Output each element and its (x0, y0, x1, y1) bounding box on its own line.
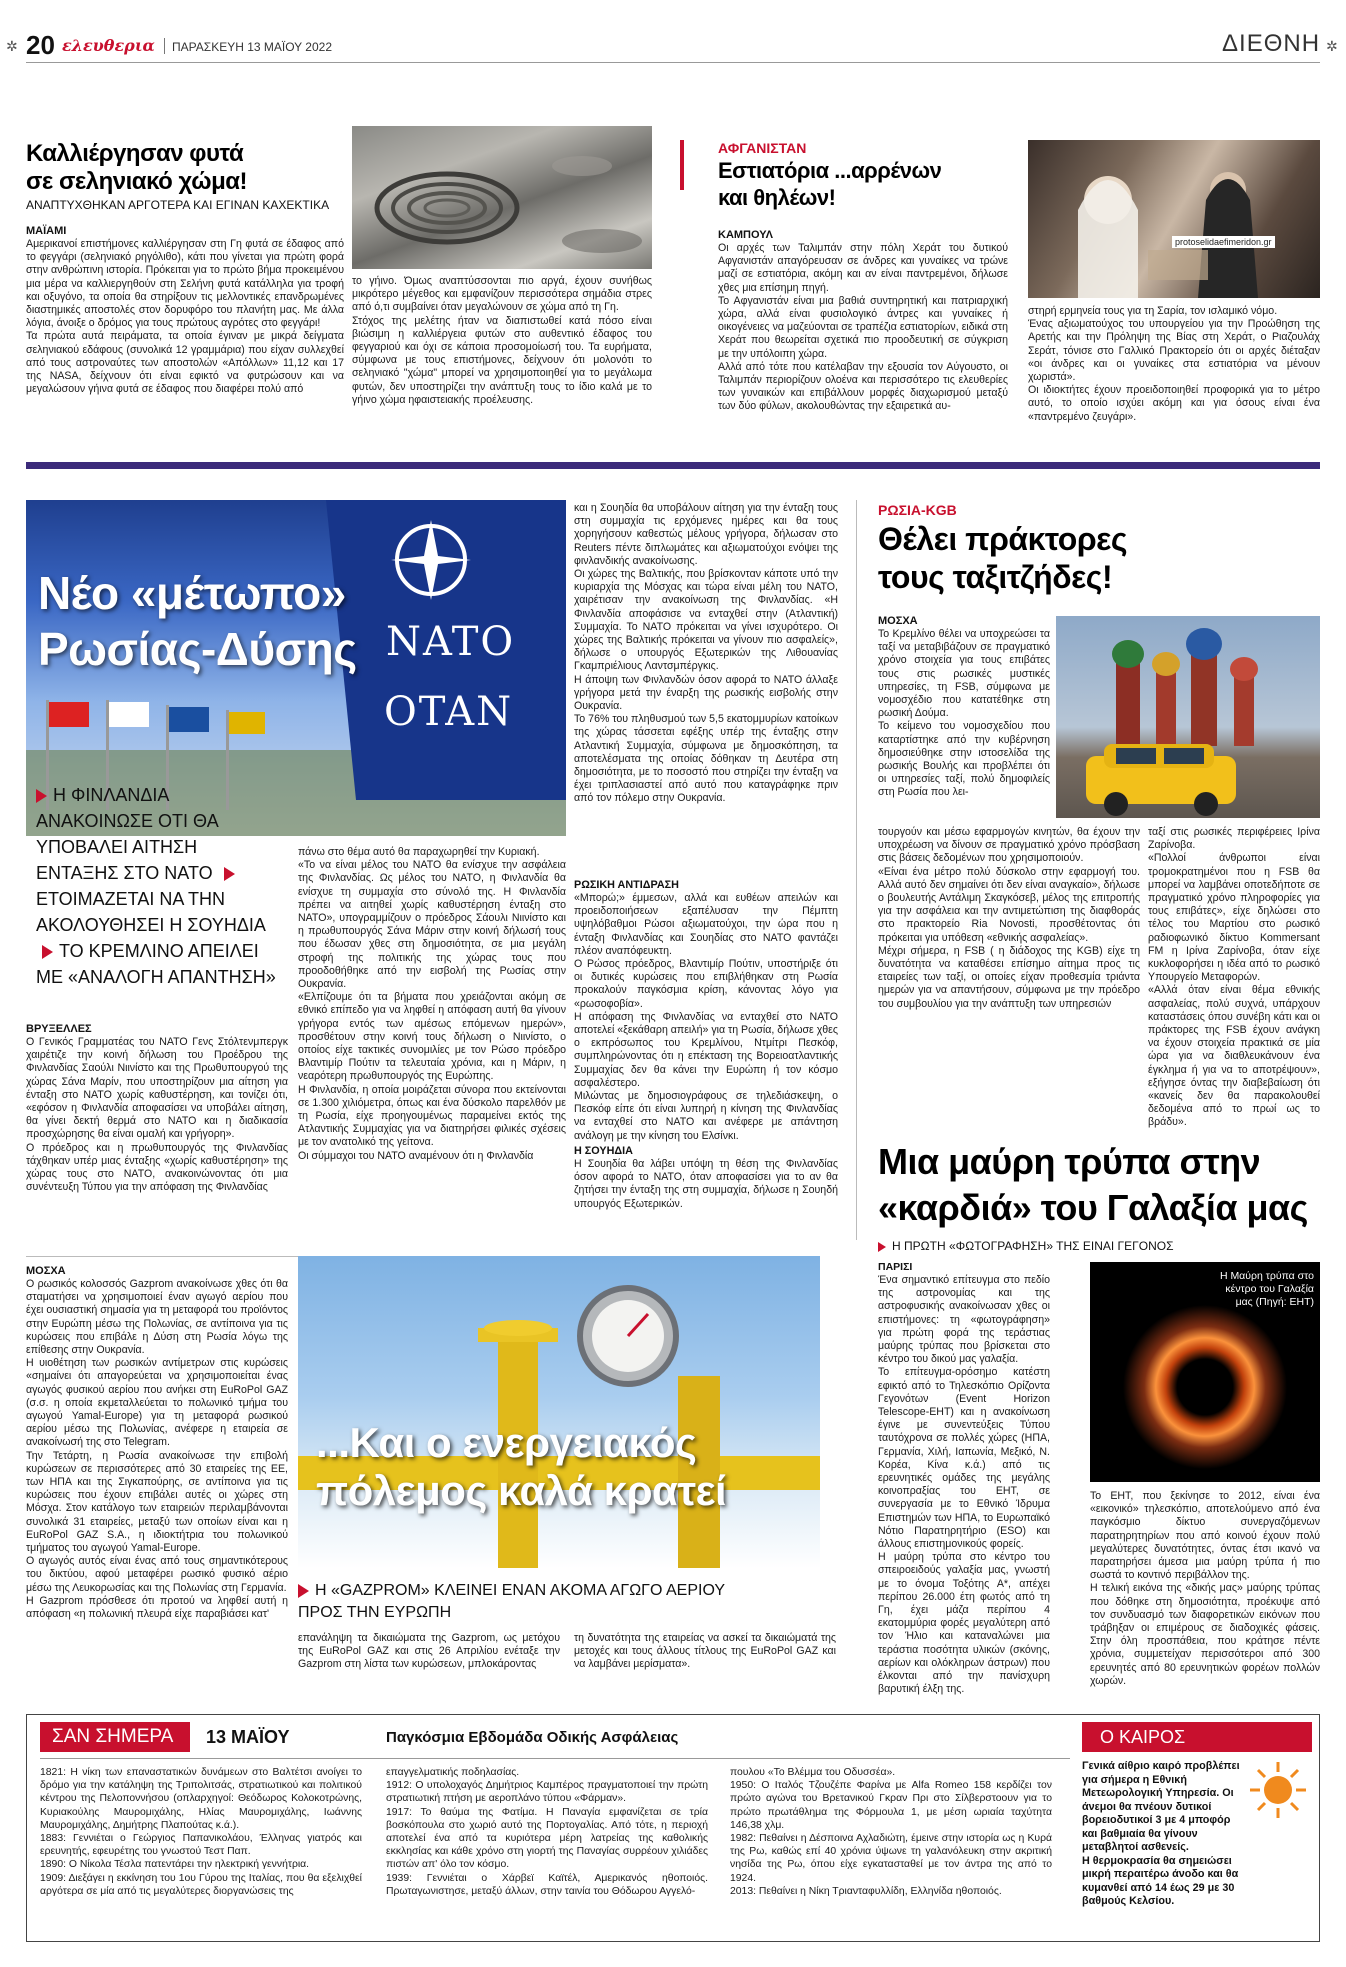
san-simera-date: 13 ΜΑΪΟΥ (206, 1727, 290, 1747)
nato-body-col3b: «Μπορώ;» έμμεσων, αλλά και ευθέων απειλών και προειδοποιήσεων εξαπέλυσαν την Πέμπτη υψηλόβαθμοι Ρώσοι αξιωματούχοι, την ώρα που η ένταξη Φινλανδίας και Σουηδίας στο ΝΑΤΟ φαντάζει πλέον αναπόφευκτη. Ο Ρώσος πρόεδρος, Βλαντιμίρ Πούτιν, υποστήριξε ότι οι δυτικές κυρώσεις που επιβλήθηκαν στη Ρωσία προκαλούν παγκόσμια κρίση, κάνοντας λόγο για «ρωσοφοβία». Η απόφαση της Φινλανδίας να ενταχθεί στο ΝΑΤΟ αποτελεί «ξεκάθαρη απειλή» για τη Ρωσία, δήλωσε χθες ο εκπρόσωπος του Κρεμλίνου, Ντμίτρι Πεσκόφ, συμπληρώνοντας ότι η επέκταση της Βορειοατλαντικής Συμμαχίας δεν θα κάνει την Ευρώπη ή τον κόσμο ασφαλέστερο. Μιλώντας με δημοσιογράφους σε τηλεδιάσκεψη, ο Πεσκόφ είπε ότι είναι λυπηρή η κίνηση της Φινλανδίας να ενταχθεί στο ΝΑΤΟ και ανέφερε με απάντηση ανάλογη με την κίνηση του Ελσίνκι. (574, 892, 838, 1142)
blackhole-photo (1090, 1262, 1320, 1482)
weather-label: Ο ΚΑΙΡΟΣ (1100, 1727, 1186, 1747)
gas-bullet-text: Η «GAZPROM» ΚΛΕΙΝΕΙ ΕΝΑΝ ΑΚΟΜΑ ΑΓΩΓΟ ΑΕΡΙΟΥ ΠΡΟΣ ΤΗΝ ΕΥΡΩΠΗ (298, 1582, 725, 1621)
blackhole-bullet-text: Η ΠΡΩΤΗ «ΦΩΤΟΓΡΑΦΗΣΗ» ΤΗΣ ΕΙΝΑΙ ΓΕΓΟΝΟΣ (892, 1239, 1174, 1253)
nato-subhead-russia: ΡΩΣΙΚΗ ΑΝΤΙΔΡΑΣΗ (574, 879, 679, 891)
week-title: Παγκόσμια Εβδομάδα Οδικής Ασφάλειας (386, 1729, 679, 1746)
page-header (0, 0, 1346, 70)
nato-body-col2: πάνω στο θέμα αυτό θα παραχωρηθεί την Κυριακή. «Το να είναι μέλος του ΝΑΤΟ θα ενίσχυε την ασφάλεια της Φινλανδίας. Ως μέλος του ΝΑΤΟ, η Φινλανδία θα ενίσχυε τη συμμαχία στο σύνολό της. Η Φινλανδία πρέπει να αιτηθεί χωρίς καθυστέρηση ένταξη στο ΝΑΤΟ», υπογραμμίζουν ο πρόεδρος Σάουλι Νιινίστο και η πρωθυπουργός Σάνα Μάριν στην κοινή δήλωσή τους που έδωσαν χθες στη δημοσιότητα, σε μια μεγάλη στροφή της πολιτικής της χώρας τους που προοδοθήθηκε από την εισβολή της Ρωσίας στην Ουκρανία. «Ελπίζουμε ότι τα βήματα που χρειάζονται ακόμη σε εθνικό επίπεδο για να ληφθεί η απόφαση αυτή θα γίνουν γρήγορα εντός των αμέσως επόμενων ημερών», προσθέτουν στην κοινή τους δήλωση ο Νιινίστο, ο οποίος είχε τακτικές συνομιλίες με τον Ρώσο πρόεδρο Βλαντιμίρ Πούτιν τα τελευταία χρόνια, και η Μάριν, η νεαρότερη πρωθυπουργός της Ευρώπης. Η Φινλανδία, η οποία μοιράζεται σύνορα που εκτείνονται σε 1.300 χιλιόμετρα, όπως και ένα δύσκολο παρελθόν με τη Ρωσία, είχε προηγουμένως παραμείνει εκτός της Ατλαντικής Συμμαχίας για να διατηρήσει φιλικές σχέσεις με τον ανατολικό της γείτονα. Οι σύμμαχοι του ΝΑΤΟ αναμένουν ότι η Φινλανδία (298, 846, 566, 1162)
nato-col3 (574, 502, 838, 1248)
gas-title-line1: ...Και ο ενεργειακός (316, 1419, 697, 1466)
bullet-arrow-icon (224, 867, 235, 881)
kgb-title-line1: Θέλει πράκτορες (878, 521, 1127, 557)
gas-title-line2: πόλεμος καλά κρατεί (316, 1467, 727, 1514)
afghan-body-col1: Οι αρχές των Ταλιμπάν στην πόλη Χεράτ του δυτικού Αφγανιστάν απαγόρευσαν σε άνδρες και γυναίκες να τρώνε μαζί σε εστιατόρια, ακόμη και αν είναι παντρεμένοι, δήλωσε χθες μια επίσημη πηγή. Το Αφγανιστάν είναι μια βαθιά συντηρητική και πατριαρχική χώρα, αλλά είναι φυσιολογικό άντρες και γυναίκες ή οικογένειες να μαζεύονται σε τραπέζια εστιατορίων, ειδικά στη Χεράτ που θεωρείται σχετικά πιο προοδευτική σε σύγκριση με την υπόλοιπη χώρα. Αλλά από τότε που κατέλαβαν την εξουσία τον Αύγουστο, οι Ταλιμπάν περιορίζουν ολοένα και περισσότερο τις ελευθερίες των γυναικών και επιβάλλουν μορφές διαχωρισμού μεταξύ των δύο φύλων, ακολουθώντας την εξαιρετικά αυ- (718, 242, 1008, 413)
bullet-arrow-icon (878, 1242, 886, 1252)
afghan-kicker: ΑΦΓΑΝΙΣΤΑΝ (718, 140, 807, 156)
kgb-kicker: ΡΩΣΙΑ-KGB (878, 502, 957, 518)
nato-vertical-rule (856, 500, 857, 1240)
star-icon: ✲ (1326, 38, 1338, 54)
gas-body-col2: επανάληψη τα δικαιώματα της Gazprom, ως μετόχου της EuRoPol GAZ και στις 26 Απριλίου ενέταξε την Gazprom στη λίστα των κυρώσεων, μπλοκάροντας (298, 1632, 560, 1671)
afghan-body-col2: στηρή ερμηνεία τους για τη Σαρία, τον ισλαμικό νόμο. Ένας αξιωματούχος του υπουργείου για την Προώθηση της Αρετής και την Πρόληψη της Βίας στη Χεράτ, ο Ριαζουλάχ Σεράτ, τόνισε στο Γαλλικό Πρακτορείο ότι οι αρχές διέταξαν «οι άνδρες και οι γυναίκες στα εστιατόρια να μένουν χωριστά». Οι ιδιοκτήτες έχουν προειδοποιηθεί προφορικά για το μέτρο αυτό, το οποίο ισχύει ακόμη και για όσους είναι ένα «παντρεμένο ζευγάρι». (1028, 305, 1320, 423)
nato-title-line2: Ρωσίας-Δύσης (38, 623, 357, 675)
nato-bullets (36, 782, 284, 994)
blackhole-title-line1: Μια μαύρη τρύπα στην (878, 1141, 1261, 1182)
nato-title-line1: Νέο «μέτωπο» (38, 567, 346, 619)
bullet-arrow-icon (298, 1584, 309, 1598)
moon-title-line1: Καλλιέργησαν φυτά (26, 140, 244, 167)
nato-dateline: ΒΡΥΞΕΛΛΕΣ (26, 1023, 92, 1035)
newspaper-logo: ελευθερια (62, 36, 155, 55)
san-simera-label: ΣΑΝ ΣΗΜΕΡΑ (52, 1726, 174, 1747)
header-rule (26, 62, 1320, 63)
bottom-rule (40, 1758, 1070, 1759)
moon-body-col2: το γήινο. Όμως αναπτύσσονται πιο αργά, έχουν συνήθως μικρότερο μέγεθος και εμφανίζουν περισσότερα σημάδια στρες από ό,τι συμβαίνει όταν μεγαλώνουν σε χώμα από τη Γη. Στόχος της μελέτης ήταν να διαπιστωθεί κατά πόσο είναι βιώσιμη η καλλιέργεια φυτών στο αυθεντικό έδαφος του φεγγαριού και όχι σε κάποια προσομοίωσή του. Τα ευρήματα, σύμφωνα με τους επιστήμονες, δείχνουν ότι μολονότι το σεληνιακό "χώμα" μπορεί να χρησιμοποιηθεί για το μεγάλωμα φυτών, δεν υποστηρίζει την ανάπτυξη τους το ίδιο καλά με το γήινο χώμα ηφαιστειακής προέλευσης. (352, 275, 652, 406)
kgb-body-col1a: Το Κρεμλίνο θέλει να υποχρεώσει τα ταξί να μεταβιβάζουν σε πραγματικό χρόνο στοιχεία για τους επιβάτες τους στις ρωσικές μυστικές υπηρεσίες, τη FSB, σύμφωνα με νομοσχέδιο που κατατέθηκε στη ρωσική Δούμα. Το κείμενο του νομοσχεδίου που καταρτίστηκε από την κυβέρνηση δημοσιεύθηκε στην ιστοσελίδα της ρωσικής Βουλής και προβλέπει ότι οι υπηρεσίες ταξί, πολύ δημοφιλείς στη Ρωσία που λει- (878, 628, 1050, 799)
star-icon: ✲ (6, 38, 18, 54)
kgb-body-col1b: τουργούν και μέσω εφαρμογών κινητών, θα έχουν την υποχρέωση να δίνουν σε πραγματικό χρόνο πρόσβαση στις βάσεις δεδομένων που χρησιμοποιούν. «Είναι ένα μέτρο πολύ δύσκολο στην εφαρμογή του. Αλλά αυτό δεν σημαίνει ότι δεν είναι αναγκαίο», δήλωσε ο βουλευτής Αντάλιμη Σκαγκόσεβ, μέλος της επιτροπής για την ασφάλεια και την αντιμετώπιση της διαφθοράς στο πρακτορείο Ria Novosti, προσθέτοντας ότι πρόκειται για υπόθεση «εθνικής ασφαλείας». Μέχρι σήμερα, η FSB ( η διάδοχος της KGB) είχε τη δυνατότητα να καταθέσει επίσημο αίτημα προς τις εταιρείες των ταξί, οι οποίες είχαν προθεσμία τριάντα ημερών για να απαντήσουν, σύμφωνα με την πρόεδρο του συμβουλίου για την ανάπτυξη των υπηρεσιών (878, 826, 1140, 1010)
kgb-body-col2: ταξί στις ρωσικές περιφέρειες Ιρίνα Ζαρίνοβα. «Πολλοί άνθρωποι είναι τρομοκρατημένοι που η FSB θα μπορεί να λαμβάνει οποτεδήποτε σε πραγματικό χρόνο πληροφορίες για τους επιβάτες», είχε δηλώσει στο τέλος του Μαρτίου στο ρωσικό ραδιοφωνικό δίκτυο Kommersant FM η Ιρίνα Ζαρίνοβα, όταν είχε κυκλοφορήσει η ιδέα από το ρωσικό Υπουργείο Μεταφορών. «Αλλά όταν είναι θέμα εθνικής ασφαλείας, πολύ συχνά, υπάρχουν καταστάσεις όπου συνέβη κάτι και οι πράκτορες της FSB έχουν ανάγκη να έχουν στοιχεία πρακτικά σε μία ώρα για να διαθλευκάνουν ένα έγκλημα ή για να το αποτρέψουν», εξήγησε όντας την διαβεβαίωση ότι «κανείς δεν θα παρακολουθεί δεδομένα από το πρωί ως το βράδυ». (1148, 826, 1320, 1129)
section-divider (26, 462, 1320, 469)
moon-soil-photo (352, 126, 652, 269)
nato-bullet-1: Η ΦΙΝΛΑΝΔΙΑ ΑΝΑΚΟΙΝΩΣΕ ΟΤΙ ΘΑ ΥΠΟΒΑΛΕΙ ΑΙΤΗΣΗ ΕΝΤΑΞΗΣ ΣΤΟ ΝΑΤΟ (36, 785, 218, 883)
afghan-title-line1: Εστιατόρια ...αρρένων (718, 158, 942, 183)
photo-credit: protoselidaefimeridon.gr (1172, 236, 1275, 248)
kgb-title-line2: τους ταξιτζήδες! (878, 559, 1113, 595)
moon-body-col1: Αμερικανοί επιστήμονες καλλιέργησαν στη Γη φυτά σε έδαφος από το φεγγάρι (σεληνιακό ρηγόλιθο), κάτι που γίνεται για πρώτη φορά στην ανθρώπινη ιστορία. Πρόκειται για το πρώτο βήμα προκειμένου μια μέρα να καλλιεργηθούν στη Σελήνη φυτά κατάλληλα για τροφή και οξυγόνο, τα οποία θα στηρίξουν τις μελλοντικές επανδρωμένες διαστημικές αποστολές στον δορυφόρο του πλανήτη μας. Με άλλα λόγια, άνοιξε ο δρόμος για τους πρώτους αγρότες στο φεγγάρι! Τα πρώτα αυτά πειράματα, τα οποία έγιναν με μικρά δείγματα σεληνιακού εδάφους (συνολικά 12 γραμμάρια) που είχαν συλλεχθεί από τους αστροναύτες των αποστολών «Απόλλων» 11,12 και 17 της NASA, δείχνουν ότι είναι εφικτό να φυτρώσουν και να μεγαλώσουν γήινα φυτά σε έδαφος που διαφέρει πολύ από (26, 238, 344, 396)
gas-body-col3: τη δυνατότητα της εταιρείας να ασκεί τα δικαιώματά της μετοχές και τους άλλους τίτλους της EuRoPol GAZ και να λαμβάνει μερίσματα». (574, 1632, 836, 1671)
weather-text: Γενικά αίθριο καιρό προβλέπει για σήμερα η Εθνική Μετεωρολογική Υπηρεσία. Οι άνεμοι θα πνέουν δυτικοί βορειοδυτικοί 3 με 4 μποφόρ και βαθμιαία θα γίνουν μεταβλητοί ασθενείς. Η θερμοκρασία θα σημειώσει μικρή περαιτέρω άνοδο και θα κυμανθεί από 14 έως 29 με 30 βαθμούς Κελσίου. (1082, 1760, 1240, 1907)
issue-date: ΠΑΡΑΣΚΕΥΗ 13 ΜΑΪΟΥ 2022 (172, 40, 332, 54)
san-simera-col2: επαγγελματικής ποδηλασίας. 1912: Ο υπολοχαγός Δημήτριος Καμπέρος πραγματοποιεί την πρώτη στρατιωτική πτήση με αεροπλάνο τύπου «Φάρμαν». 1917: Το θαύμα της Φατίμα. Η Παναγία εμφανίζεται σε τρία βοσκόπουλα στο χωριό αυτό της Πορτογαλίας. Από τότε, η περιοχή αποτελεί ένα από τα κυριότερα μέρη λατρείας της καθολικής εκκλησίας και κάθε χρόνο στη γιορτή της Παναγίας συρρέουν χιλιάδες πιστών απ' όλο τον κόσμο. 1939: Γεννιέται ο Χάρβεϊ Καϊτέλ, Αμερικανός ηθοποιός. Πρωταγωνιστησε, μεταξύ άλλων, στην ταινία του Θόδωρου Αγγελό- (386, 1767, 708, 1897)
gas-bullet (298, 1580, 758, 1624)
moon-dateline: ΜΑΪΑΜΙ (26, 225, 67, 237)
nato-bullet-3: ΤΟ ΚΡΕΜΛΙΝΟ ΑΠΕΙΛΕΙ ΜΕ «ΑΝΑΛΟΓΗ ΑΠΑΝΤΗΣΗ» (36, 941, 276, 987)
nato-body-col1: Ο Γενικός Γραμματέας του ΝΑΤΟ Γενς Στόλτενμπεργκ χαιρέτιζε την κοινή δήλωση του Προέδρου της Φινλανδίας Σαούλι Νιινίστο και της Πρωθυπουργού της χώρας Σάνα Μαρίν, που υποστηρίζουν μια αίτηση για ένταξη στο ΝΑΤΟ χωρίς καθυστέρηση, και τονίζει ότι, «εφόσον η Φινλανδία αποφασίσει να υποβάλει αίτηση, θα γίνει δεκτή θερμά στο ΝΑΤΟ και η διαδικασία προσχώρησης θα είναι ομαλή και γρήγορη». Ο πρόεδρος και η πρωθυπουργός της Φινλανδίας τάχθηκαν υπέρ μιας ένταξης «χωρίς καθυστέρηση» της χώρας τους στο ΝΑΤΟ, ανακοινώνοντας ότι μια συνέντευξη Τύπου για την απόφαση της Φινλανδίας (26, 1036, 288, 1194)
blackhole-body-col2: Το EHT, που ξεκίνησε το 2012, είναι ένα «εικονικό» τηλεσκόπιο, αποτελούμενο από ένα παγκόσμιο δίκτυο συνεργαζόμενων παρατηρητηρίων που από κοινού έχουν πολύ μεγαλύτερες δυνατότητες, όντας έτσι ικανό να παρατηρήσει άμεσα μια μαύρη τρύπα ή πιο σωστά το κοντινό περιβάλλον της. Η τελική εικόνα της «δικής μας» μαύρης τρύπας που δόθηκε στη δημοσιότητα, προέκυψε από τον συνδυασμό των διαφορετικών εικόνων που τράβηξαν οι επιμέρους σε διαδοχικές φάσεις. Στην όλη προσπάθεια, που κράτησε πέντε χρόνια, συμμετείχαν περισσότεροι από 300 ερευνητές από 80 ερευνητικών φορέων πολλών χωρών. (1090, 1490, 1320, 1687)
page-number: 20 (26, 30, 55, 60)
blackhole-body-col1: Ένα σημαντικό επίτευγμα στο πεδίο της αστρονομίας και της αστροφυσικής ανακοίνωσαν χθες οι επιστήμονες: τη «φωτογράφηση» για πρώτη φορά της τεράστιας μαύρης τρύπας που βρίσκεται στο κέντρο του δικού μας γαλαξία. Το επίτευγμα-ορόσημο κατέστη εφικτό από το Τηλεσκόπιο Ορίζοντα Γεγονότων (Event Horizon Telescope-EHT) και η ανακοίνωση έγινε με συνεντεύξεις Τύπου ταυτόχρονα σε πολλές χώρες (ΗΠΑ, Γερμανία, Χιλή, Ιαπωνία, Μεξικό, Ν. Κορέα, Κίνα κ.ά.) από τις ερευνητικές ομάδες της μεγάλης κοινοπραξίας του EHT, σε συνεργασία με το Εθνικό Ίδρυμα Επιστημών των ΗΠΑ, το Ευρωπαϊκό Νότιο Παρατηρητήριο (ESO) και άλλους επιστημονικούς φορείς. Η μαύρη τρύπα στο κέντρο του σπειροειδούς γαλαξία μας, γνωστή με το όνομα Τοξότης Α*, απέχει περίπου 26.000 έτη φωτός από τη Γη, έχει μάζα περίπου 4 εκατομμύρια φορές μεγαλύτερη από τον Ήλιο και καταναλώνει μια τεράστια ποσότητα υλικών (σκόνης, αερίων και ολόκληρων άστρων) που έλκονται από την πανίσχυρη βαρυτική έλξη της. (878, 1274, 1050, 1696)
blackhole-dateline: ΠΑΡΙΣΙ (878, 1261, 913, 1273)
section-name: ΔΙΕΘΝΗ (1222, 30, 1321, 57)
header-divider (164, 38, 165, 54)
sun-icon (1248, 1760, 1308, 1820)
san-simera-col3: πουλου «Το Βλέμμα του Οδυσσέα». 1950: Ο Ιταλός Τζουζέπε Φαρίνα με Alfa Romeo 158 κερδίζει τον πρώτο αγώνα του Βρετανικού Γκραν Πρι στο Σίλβερστοουν για το πρώτο πρωτάθλημα της Φόρμουλα 1, με μέση ωριαία ταχύτητα 146,38 χλμ. 1982: Πεθαίνει η Δέσποινα Αχλαδιώτη, έμεινε στην ιστορία ως η Κυρά της Ρω, καθώς επί 40 χρόνια ύψωνε τη γαλανόλευκη στην ακριτική νησίδα της Ρω, όπου είχε εγκατασταθεί με τον άντρα της από το 1924. 2013: Πεθαίνει η Νίκη Τριανταφυλλίδη, Ελληνίδα ηθοποιός. (730, 1767, 1052, 1897)
blackhole-photo-caption: Η Μαύρη τρύπα στο κέντρο του Γαλαξία μας (Πηγή: EHT) (1219, 1270, 1314, 1308)
nato-flag-text: NATO (386, 619, 516, 665)
nato-body-col3: και η Σουηδία θα υποβάλουν αίτηση για την ένταξη τους στη συμμαχία τις ερχόμενες ημέρες και θα τους χορηγήσουν καθεστώς μέλους γρήγορα, δήλωσαν στο Reuters πέντε διπλωμάτες και αξιωματούχοι ενόψει της φινλανδικής ανακοίνωσης. Οι χώρες της Βαλτικής, που βρίσκονταν κάποτε υπό την κυριαρχία της Μόσχας και τώρα είναι μέλη του ΝΑΤΟ, χαιρέτισαν την ανακοίνωση της Φινλανδίας. «Η Φινλανδία αποφάσισε να ενταχθεί στην (Ατλαντική) Συμμαχία. Το ΝΑΤΟ πρόκειται να γίνει ισχυρότερο. Οι χώρες της Βαλτικής πρόκειται να γίνουν πιο ασφαλείς», δήλωσε ο υπουργός Εξωτερικών της Λιθουανίας Γκαμπριέλιους Λαντσμπέργκις. Η άποψη των Φινλανδών όσον αφορά το ΝΑΤΟ άλλαξε γρήγορα μετά την έναρξη της ρωσικής εισβολής στην Ουκρανία. Το 76% του πληθυσμού των 5,5 εκατομμυρίων κατοίκων της χώρας τάσσεται εφέξης υπέρ της ένταξης στην Ατλαντική Συμμαχία, σύμφωνα με δημοσκόπηση, τα αποτελέσματα της οποίας δόθηκαν τη Δευτέρα στη δημοσιότητα, με το ποσοστό που στηρίζει την ένταξη να έχει τριπλασιαστεί από αυτό που καταγράφηκε πριν από τον πόλεμο στην Ουκρανία. (574, 502, 838, 805)
gas-dateline: ΜΟΣΧΑ (26, 1265, 66, 1277)
afghan-restaurant-photo (1028, 140, 1320, 298)
bullet-arrow-icon (36, 789, 47, 803)
san-simera-col1: 1821: Η νίκη των επαναστατικών δυνάμεων στο Βαλτέτσι ανοίγει το δρόμο για την κατάληψη της Τριπολιτσάς, στρατιωτικού και πολιτικού κέντρου της Πελοποννήσου (οπλαρχηγοί: Θεόδωρος Κολοκοτρώνης, Κυριακούλης Μαυρομιχάλης, Ηλίας Μαυρομιχάλης, Ιωάννης Μαυρομιχάλης, Δημήτρης Πλαπούτας κ.ά.). 1883: Γεννιέται ο Γεώργιος Παπανικολάου, Έλληνας γιατρός και ερευνητής, εφευρέτης του γνωστού Τεστ Παπ. 1890: Ο Νίκολα Τέσλα πατεντάρει την ηλεκτρική γεννήτρια. 1909: Διεξάγει η εκκίνηση του 1ου Γύρου της Ιταλίας, που θα εξελιχθεί αργότερα σε μία από τις μεγαλύτερες διοργανώσεις της (40, 1767, 362, 1897)
moon-subtitle: ΑΝΑΠΤΥΧΘΗΚΑΝ ΑΡΓΟΤΕΡΑ ΚΑΙ ΕΓΙΝΑΝ ΚΑΧΕΚΤΙΚΑ (26, 198, 330, 212)
bullet-arrow-icon (42, 945, 53, 959)
afghan-accent-bar (680, 140, 684, 190)
blackhole-bullet (878, 1238, 1174, 1254)
moon-title-line2: σε σεληνιακό χώμα! (26, 168, 247, 195)
nato-body-col3c: Η Σουηδία θα λάβει υπόψη τη θέση της Φινλανδίας όσον αφορά το ΝΑΤΟ, όταν αποφασίσει για το αν θα ζητήσει την ένταξη της στη συμμαχία, δήλωσε η Σουηδή υπουργός Εξωτερικών. (574, 1158, 838, 1210)
kgb-dateline: ΜΟΣΧΑ (878, 615, 918, 627)
afghan-title-line2: και θηλέων! (718, 185, 836, 210)
moscow-taxi-photo (1056, 616, 1320, 818)
blackhole-title-line2: «καρδιά» του Γαλαξία μας (878, 1187, 1308, 1228)
nato-subhead-sweden: Η ΣΟΥΗΔΙΑ (574, 1145, 633, 1157)
gas-body-col1: Ο ρωσικός κολοσσός Gazprom ανακοίνωσε χθες ότι θα σταματήσει να χρησιμοποιεί έναν αγωγό αερίου που έχει ουσιαστική σημασία για τη μεταφορά του προϊόντος στην Ευρώπη μέσω της Πολωνίας, σε αντίποινα για τις κυρώσεις που επιβάλε η Δύση στη Ρωσία λόγω της επίθεσης στην Ουκρανία. Η υιοθέτηση των ρωσικών αντίμετρων στις κυρώσεις «σημαίνει ότι απαγορεύεται να χρησιμοποιείται ένας αγωγός φυσικού αερίου που ανήκει στη EuRoPol GAZ (σ.σ. η οποία εκμεταλλεύεται το πολωνικό τμήμα του αγωγού Yamal-Europe) για τη μεταφορά ρωσικού αερίου μέσω της Πολωνίας, ανέφερε η εταιρεία σε ανακοίνωσή της στο Telegram. Την Τετάρτη, η Ρωσία ανακοίνωσε την επιβολή κυρώσεων σε περισσότερες από 30 εταιρείες της ΕΕ, των ΗΠΑ και της Σιγκαπούρης, σε αντίποινα για τις κυρώσεις που έχουν επιβάλει αυτές οι χώρες στη Μόσχα. Στον κατάλογο των εταιρειών περιλαμβάνονται συνολικά 31 εταιρείες, μεταξύ των οποίων είναι και η EuRoPol GAZ S.A., η ιδιοκτήτρια του πολωνικού τμήματος του αγωγού Yamal-Europe. Ο αγωγός αυτός είναι ένας από τους σημαντικότερους του δικτύου, αφού μεταφέρει ρωσικό φυσικό αέριο μέσω της Λευκορωσίας και της Πολωνίας στη Γερμανία. Η Gazprom πρόσθεσε ότι προτού να ληφθεί αυτή η απόφαση «η πολωνική πλευρά είχε παραβιάσει κατ' (26, 1278, 288, 1621)
gas-pipeline-photo (298, 1256, 820, 1568)
afghan-dateline: ΚΑΜΠΟΥΛ (718, 229, 773, 241)
otan-flag-text: OTAN (384, 689, 514, 735)
nato-bullet-2: ΕΤΟΙΜΑΖΕΤΑΙ ΝΑ ΤΗΝ ΑΚΟΛΟΥΘΗΣΕΙ Η ΣΟΥΗΔΙΑ (36, 889, 265, 935)
